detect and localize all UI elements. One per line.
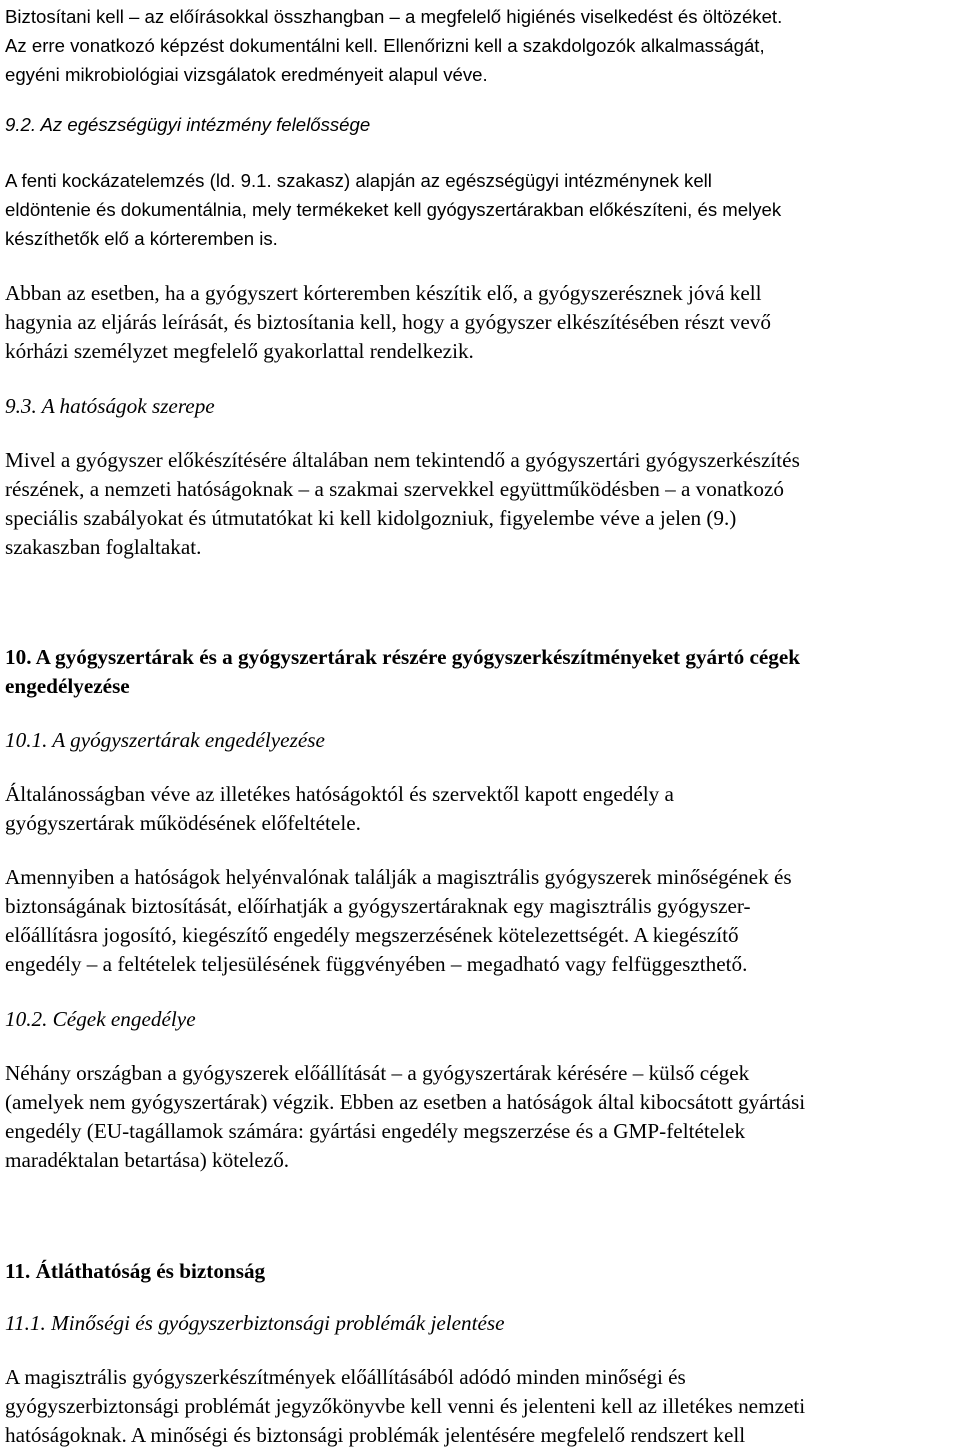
text-line: Biztosítani kell – az előírásokkal összhangban – a megfelelő higiénés viselkedést és öltözéket. bbox=[5, 6, 783, 27]
text-line: engedély (EU-tagállamok számára: gyártási engedély megszerzése és a GMP-feltételek bbox=[5, 1119, 746, 1143]
text-line: kórházi személyzet megfelelő gyakorlattal rendelkezik. bbox=[5, 339, 474, 363]
text-line: részének, a nemzeti hatóságoknak – a szakmai szervekkel együttműködésben – a vonatkozó bbox=[5, 477, 784, 501]
text-line: előállításra jogosító, kiegészítő engedély megszerzésének kötelezettségét. A kiegészítő bbox=[5, 923, 739, 947]
text-line: 10. A gyógyszertárak és a gyógyszertárak részére gyógyszerkészítményeket gyártó cégek bbox=[5, 645, 801, 669]
section-heading-9-3: 9.3. A hatóságok szerepe bbox=[5, 394, 215, 418]
paragraph-risk-assessment bbox=[5, 166, 959, 253]
text-line: gyógyszerbiztonsági problémát jegyzőkönyvbe kell venni és jelenteni kell az illetékes nemzeti bbox=[5, 1394, 806, 1418]
text-line: Mivel a gyógyszer előkészítésére általában nem tekintendő a gyógyszertári gyógyszerkészítés bbox=[5, 448, 800, 472]
text-line: A fenti kockázatelemzés (ld. 9.1. szakasz) alapján az egészségügyi intézménynek kell bbox=[5, 170, 712, 191]
text-line: szakaszban foglaltakat. bbox=[5, 535, 202, 559]
section-heading-9-2: 9.2. Az egészségügyi intézmény felelőssége bbox=[5, 114, 371, 135]
paragraph-company-license bbox=[5, 1059, 959, 1175]
section-heading-10-2: 10.2. Cégek engedélye bbox=[5, 1007, 196, 1031]
text-line: maradéktalan betartása) kötelező. bbox=[5, 1148, 290, 1172]
paragraph-supplementary-license bbox=[5, 863, 959, 979]
text-line: biztonságának biztosítását, előírhatják a gyógyszertáraknak egy magisztrális gyógyszer- bbox=[5, 894, 751, 918]
text-line: eldöntenie és dokumentálnia, mely termékeket kell gyógyszertárakban előkészíteni, és melyek bbox=[5, 199, 782, 220]
paragraph-hygiene bbox=[5, 2, 959, 89]
text-line: speciális szabályokat és útmutatókat ki kell kidolgozniuk, figyelembe véve a jelen (9.) bbox=[5, 506, 737, 530]
text-line: Abban az esetben, ha a gyógyszert kórteremben készítik elő, a gyógyszerésznek jóvá kell bbox=[5, 281, 762, 305]
text-line: A magisztrális gyógyszerkészítmények előállításából adódó minden minőségi és bbox=[5, 1365, 686, 1389]
text-line: engedélyezése bbox=[5, 674, 130, 698]
section-heading-10-1: 10.1. A gyógyszertárak engedélyezése bbox=[5, 728, 325, 752]
paragraph-authorities-role bbox=[5, 446, 959, 562]
text-line: egyéni mikrobiológiai vizsgálatok eredményeit alapul véve. bbox=[5, 64, 488, 85]
section-heading-10 bbox=[5, 643, 959, 701]
text-line: Néhány országban a gyógyszerek előállítását – a gyógyszertárak kérésére – külső cégek bbox=[5, 1061, 750, 1085]
paragraph-ward-preparation bbox=[5, 279, 959, 366]
text-line: készíthetők elő a kórteremben is. bbox=[5, 228, 278, 249]
text-line: hatóságoknak. A minőségi és biztonsági problémák jelentésére megfelelő rendszert kell bbox=[5, 1423, 746, 1447]
text-line: (amelyek nem gyógyszertárak) végzik. Ebben az esetben a hatóságok által kibocsátott gyártási bbox=[5, 1090, 806, 1114]
text-line: Az erre vonatkozó képzést dokumentálni kell. Ellenőrizni kell a szakdolgozók alkalmasságát, bbox=[5, 35, 765, 56]
section-heading-11-1: 11.1. Minőségi és gyógyszerbiztonsági problémák jelentése bbox=[5, 1311, 505, 1335]
text-line: Amennyiben a hatóságok helyénvalónak találják a magisztrális gyógyszerek minőségének és bbox=[5, 865, 792, 889]
text-line: Általánosságban véve az illetékes hatóságoktól és szervektől kapott engedély a bbox=[5, 782, 674, 806]
paragraph-pharmacy-license bbox=[5, 780, 959, 838]
paragraph-quality-reporting bbox=[5, 1363, 959, 1450]
text-line: gyógyszertárak működésének előfeltétele. bbox=[5, 811, 361, 835]
section-heading-11: 11. Átláthatóság és biztonság bbox=[5, 1259, 266, 1283]
text-line: hagynia az eljárás leírását, és biztosítania kell, hogy a gyógyszer elkészítésében részt vevő bbox=[5, 310, 771, 334]
text-line: engedély – a feltételek teljesülésének függvényében – megadható vagy felfüggeszthető. bbox=[5, 952, 748, 976]
